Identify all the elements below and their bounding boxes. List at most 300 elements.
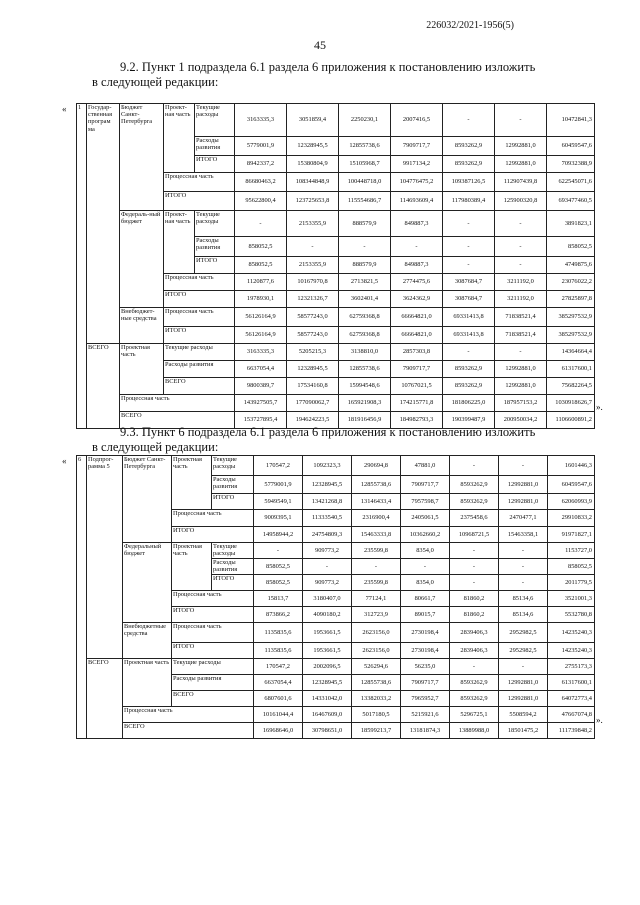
value-cell: 385297532,9 — [547, 308, 595, 327]
value-cell: 888579,9 — [339, 257, 391, 274]
value-cell: 693477460,5 — [547, 192, 595, 211]
value-cell: 85134,6 — [499, 591, 548, 607]
label-cell: ВСЕГО — [87, 344, 120, 429]
value-cell: 184982793,3 — [391, 412, 443, 429]
value-cell: 14331042,0 — [303, 691, 352, 707]
value-cell: - — [499, 559, 548, 575]
value-cell: 71838521,4 — [495, 327, 547, 344]
value-cell: 3211192,0 — [495, 274, 547, 291]
label-cell: Расходы развития — [172, 675, 254, 691]
label-cell: Процессная часть — [123, 707, 254, 723]
value-cell: 62759368,8 — [339, 327, 391, 344]
value-cell: 17534160,8 — [287, 378, 339, 395]
value-cell: 165921908,3 — [339, 395, 391, 412]
value-cell: - — [401, 559, 450, 575]
label-cell: Проектная часть — [172, 456, 212, 510]
value-cell: 8593262,9 — [450, 494, 499, 510]
value-cell: 8593262,9 — [450, 476, 499, 494]
label-cell: ИТОГО — [164, 192, 235, 211]
value-cell: - — [450, 543, 499, 559]
label-cell: Бюджет Санкт-Петербурга — [123, 456, 172, 543]
value-cell: 2623156,0 — [352, 623, 401, 643]
value-cell: 58577243,0 — [287, 327, 339, 344]
value-cell: 170547,2 — [254, 659, 303, 675]
value-cell: - — [352, 559, 401, 575]
label-cell: ИТОГО — [195, 257, 235, 274]
value-cell: 12321326,7 — [287, 291, 339, 308]
value-cell: 7909717,7 — [391, 137, 443, 156]
value-cell: - — [235, 211, 287, 237]
budget-table-9-3 — [76, 455, 595, 739]
value-cell: 8593262,9 — [443, 156, 495, 173]
label-cell: Расходы развития — [195, 237, 235, 257]
value-cell: 15380804,9 — [287, 156, 339, 173]
label-cell: Процессная часть — [172, 623, 254, 643]
table-row — [77, 456, 595, 476]
value-cell: 12992881,0 — [495, 156, 547, 173]
value-cell: - — [450, 575, 499, 591]
value-cell: 1135835,6 — [254, 623, 303, 643]
value-cell: 70932388,9 — [547, 156, 595, 173]
value-cell: 7909717,7 — [401, 476, 450, 494]
section-9-3-heading — [92, 425, 544, 455]
value-cell: 123725653,8 — [287, 192, 339, 211]
table-row — [77, 543, 595, 559]
value-cell: 12992881,0 — [495, 378, 547, 395]
value-cell: 9800389,7 — [235, 378, 287, 395]
value-cell: 858052,5 — [254, 575, 303, 591]
value-cell: 1953661,5 — [303, 623, 352, 643]
value-cell: 1601446,3 — [548, 456, 595, 476]
value-cell: 849887,3 — [391, 257, 443, 274]
budget-table-9-2 — [76, 103, 595, 429]
value-cell: 174215771,8 — [391, 395, 443, 412]
value-cell: 2755173,3 — [548, 659, 595, 675]
value-cell: - — [450, 659, 499, 675]
value-cell: 12328945,5 — [287, 137, 339, 156]
value-cell: 61317600,1 — [547, 361, 595, 378]
value-cell: 104776475,2 — [391, 173, 443, 192]
value-cell: - — [495, 104, 547, 137]
value-cell: 3211192,0 — [495, 291, 547, 308]
value-cell: 5215921,6 — [401, 707, 450, 723]
value-cell: 12992881,0 — [499, 476, 548, 494]
label-cell: ВСЕГО — [87, 659, 123, 739]
value-cell: 2405061,5 — [401, 510, 450, 527]
value-cell: 12855738,6 — [339, 137, 391, 156]
value-cell: 312723,9 — [352, 607, 401, 623]
value-cell: 5296725,1 — [450, 707, 499, 723]
value-cell: 23076022,2 — [547, 274, 595, 291]
value-cell: 170547,2 — [254, 456, 303, 476]
label-cell: Расходы развития — [195, 137, 235, 156]
value-cell: 13382033,2 — [352, 691, 401, 707]
value-cell: 2730198,4 — [401, 623, 450, 643]
label-cell: ИТОГО — [172, 643, 254, 659]
value-cell: - — [450, 559, 499, 575]
value-cell: 1978930,1 — [235, 291, 287, 308]
value-cell: 2952982,5 — [499, 623, 548, 643]
value-cell: 125900320,8 — [495, 192, 547, 211]
value-cell: 111739848,2 — [548, 723, 595, 739]
value-cell: 18501475,2 — [499, 723, 548, 739]
value-cell: - — [254, 543, 303, 559]
label-cell: Текущие расходы — [195, 104, 235, 137]
table-row — [77, 395, 595, 412]
section-9-2-heading — [92, 60, 544, 90]
value-cell: 7965952,7 — [401, 691, 450, 707]
label-cell: Бюджет Санкт-Петербурга — [120, 104, 164, 211]
value-cell: 3087684,7 — [443, 291, 495, 308]
value-cell: 47881,0 — [401, 456, 450, 476]
value-cell: - — [495, 344, 547, 361]
table-row — [77, 659, 595, 675]
value-cell: - — [443, 104, 495, 137]
value-cell: 849887,3 — [391, 211, 443, 237]
value-cell: 2839406,3 — [450, 623, 499, 643]
value-cell: - — [443, 344, 495, 361]
value-cell: 3051859,4 — [287, 104, 339, 137]
value-cell: 15463358,1 — [499, 527, 548, 543]
label-cell: ВСЕГО — [123, 723, 254, 739]
label-cell: Процессная часть — [172, 591, 254, 607]
label-cell: 1 — [77, 104, 87, 429]
label-cell: 6 — [77, 456, 87, 739]
value-cell: 89015,7 — [401, 607, 450, 623]
value-cell: 14235240,3 — [548, 623, 595, 643]
value-cell: 2153355,9 — [287, 211, 339, 237]
label-cell: ИТОГО — [212, 575, 254, 591]
value-cell: - — [303, 559, 352, 575]
label-cell: Проектная часть — [172, 543, 212, 591]
value-cell: 58577243,0 — [287, 308, 339, 327]
value-cell: 77124,1 — [352, 591, 401, 607]
value-cell: 91971827,1 — [548, 527, 595, 543]
value-cell: 2730198,4 — [401, 643, 450, 659]
value-cell: 5205215,3 — [287, 344, 339, 361]
value-cell: - — [443, 211, 495, 237]
label-cell: Проект-ная часть — [164, 211, 195, 274]
value-cell: 888579,9 — [339, 211, 391, 237]
table-row — [77, 723, 595, 739]
label-cell: Процессная часть — [164, 308, 235, 327]
label-cell: Проектная часть — [120, 344, 164, 395]
value-cell: 858052,5 — [547, 237, 595, 257]
value-cell: 290694,8 — [352, 456, 401, 476]
value-cell: 14364664,4 — [547, 344, 595, 361]
value-cell: 2952982,5 — [499, 643, 548, 659]
document-number: 226032/2021-1956(5) — [426, 20, 514, 31]
value-cell: 1953661,5 — [303, 643, 352, 659]
value-cell: 10362660,2 — [401, 527, 450, 543]
value-cell: 95622800,4 — [235, 192, 287, 211]
value-cell: 2316900,4 — [352, 510, 401, 527]
value-cell: 12992881,0 — [495, 361, 547, 378]
value-cell: 3624362,9 — [391, 291, 443, 308]
value-cell: 29910833,2 — [548, 510, 595, 527]
value-cell: 61317600,1 — [548, 675, 595, 691]
value-cell: 194624223,5 — [287, 412, 339, 429]
value-cell: 13181874,3 — [401, 723, 450, 739]
value-cell: 2857303,8 — [391, 344, 443, 361]
value-cell: 114693609,4 — [391, 192, 443, 211]
value-cell: - — [495, 237, 547, 257]
value-cell: 81860,2 — [450, 591, 499, 607]
value-cell: 5949549,1 — [254, 494, 303, 510]
value-cell: 2623156,0 — [352, 643, 401, 659]
value-cell: 858052,5 — [548, 559, 595, 575]
value-cell: 153727895,4 — [235, 412, 287, 429]
value-cell: 14958944,2 — [254, 527, 303, 543]
value-cell: 187957153,2 — [495, 395, 547, 412]
value-cell: 69331413,8 — [443, 327, 495, 344]
value-cell: 2774475,6 — [391, 274, 443, 291]
value-cell: 80661,7 — [401, 591, 450, 607]
value-cell: 3602401,4 — [339, 291, 391, 308]
value-cell: 385297532,9 — [547, 327, 595, 344]
value-cell: - — [391, 237, 443, 257]
label-cell: ИТОГО — [195, 156, 235, 173]
value-cell: 6637054,4 — [254, 675, 303, 691]
value-cell: 3163335,3 — [235, 104, 287, 137]
value-cell: - — [499, 543, 548, 559]
value-cell: - — [443, 257, 495, 274]
label-cell: ИТОГО — [164, 327, 235, 344]
heading-line-1: 9.3. Пункт 6 подраздела 6.1 раздела 6 приложения к постановлению изложить — [120, 425, 536, 439]
value-cell: 69331413,8 — [443, 308, 495, 327]
heading-line-2: в следующей редакции: — [92, 440, 219, 454]
value-cell: 56235,0 — [401, 659, 450, 675]
value-cell: 14235240,3 — [548, 643, 595, 659]
value-cell: 3891823,1 — [547, 211, 595, 237]
value-cell: 2153355,9 — [287, 257, 339, 274]
value-cell: 1106600891,2 — [547, 412, 595, 429]
table-row — [77, 707, 595, 723]
quote-open: « — [62, 104, 67, 114]
value-cell: 235599,8 — [352, 575, 401, 591]
value-cell: 2250230,1 — [339, 104, 391, 137]
value-cell: - — [339, 237, 391, 257]
value-cell: 858052,5 — [254, 559, 303, 575]
value-cell: 12328945,5 — [303, 675, 352, 691]
value-cell: 9917134,2 — [391, 156, 443, 173]
label-cell: ВСЕГО — [172, 691, 254, 707]
label-cell: Текущие расходы — [195, 211, 235, 237]
value-cell: 3180407,0 — [303, 591, 352, 607]
label-cell: Текущие расходы — [172, 659, 254, 675]
label-cell: Федеральный бюджет — [123, 543, 172, 623]
value-cell: 8942337,2 — [235, 156, 287, 173]
value-cell: 62759368,8 — [339, 308, 391, 327]
label-cell: Расходы развития — [212, 476, 254, 494]
value-cell: 1120877,6 — [235, 274, 287, 291]
value-cell: 12855738,6 — [339, 361, 391, 378]
value-cell: 6807601,6 — [254, 691, 303, 707]
value-cell: 13146433,4 — [352, 494, 401, 510]
value-cell: 13889988,0 — [450, 723, 499, 739]
value-cell: 8593262,9 — [450, 675, 499, 691]
value-cell: 60459547,6 — [547, 137, 595, 156]
value-cell: 10161044,4 — [254, 707, 303, 723]
value-cell: 5532780,8 — [548, 607, 595, 623]
value-cell: 1030918626,7 — [547, 395, 595, 412]
heading-line-1: 9.2. Пункт 1 подраздела 6.1 раздела 6 приложения к постановлению изложить — [120, 60, 536, 74]
label-cell: Проектная часть — [123, 659, 172, 707]
value-cell: 1092323,3 — [303, 456, 352, 476]
value-cell: 109387126,5 — [443, 173, 495, 192]
value-cell: 75682264,5 — [547, 378, 595, 395]
value-cell: 858052,5 — [235, 237, 287, 257]
heading-line-2: в следующей редакции: — [92, 75, 219, 89]
value-cell: 3087684,7 — [443, 274, 495, 291]
value-cell: 2839406,3 — [450, 643, 499, 659]
value-cell: 15813,7 — [254, 591, 303, 607]
value-cell: 27825897,8 — [547, 291, 595, 308]
value-cell: 15463333,8 — [352, 527, 401, 543]
value-cell: 5017180,5 — [352, 707, 401, 723]
value-cell: 2713821,5 — [339, 274, 391, 291]
value-cell: 66664821,0 — [391, 308, 443, 327]
value-cell: 2002096,5 — [303, 659, 352, 675]
value-cell: 177090062,7 — [287, 395, 339, 412]
value-cell: 10472841,3 — [547, 104, 595, 137]
value-cell: 47667074,8 — [548, 707, 595, 723]
value-cell: 30798651,0 — [303, 723, 352, 739]
value-cell: 909773,2 — [303, 575, 352, 591]
value-cell: 12328945,5 — [287, 361, 339, 378]
label-cell: Текущие расходы — [164, 344, 235, 361]
value-cell: 81860,2 — [450, 607, 499, 623]
value-cell: 12855738,6 — [352, 476, 401, 494]
value-cell: 15105968,7 — [339, 156, 391, 173]
value-cell: 5779001,9 — [254, 476, 303, 494]
label-cell: Процессная часть — [172, 510, 254, 527]
label-cell: ИТОГО — [164, 291, 235, 308]
value-cell: 8593262,9 — [450, 691, 499, 707]
value-cell: 2375458,6 — [450, 510, 499, 527]
value-cell: 190399487,9 — [443, 412, 495, 429]
label-cell: Государ-ственная програм ма — [87, 104, 120, 344]
value-cell: 112907439,8 — [495, 173, 547, 192]
value-cell: 12992881,0 — [499, 691, 548, 707]
value-cell: 8593262,9 — [443, 361, 495, 378]
value-cell: 235599,8 — [352, 543, 401, 559]
table-row — [77, 344, 595, 361]
value-cell: - — [499, 456, 548, 476]
value-cell: 11333540,5 — [303, 510, 352, 527]
label-cell: Внебюджетные средства — [123, 623, 172, 659]
value-cell: 60459547,6 — [548, 476, 595, 494]
quote-close: ». — [596, 715, 603, 725]
label-cell: Текущие расходы — [212, 543, 254, 559]
value-cell: 3521001,3 — [548, 591, 595, 607]
value-cell: 12855738,6 — [352, 675, 401, 691]
value-cell: 8593262,9 — [443, 137, 495, 156]
value-cell: 85134,6 — [499, 607, 548, 623]
table-row — [77, 104, 595, 137]
value-cell: 6637054,4 — [235, 361, 287, 378]
label-cell: ВСЕГО — [164, 378, 235, 395]
label-cell: Текущие расходы — [212, 456, 254, 476]
value-cell: 143927505,7 — [235, 395, 287, 412]
value-cell: 7909717,7 — [391, 361, 443, 378]
value-cell: 526294,6 — [352, 659, 401, 675]
value-cell: 12992881,0 — [499, 494, 548, 510]
value-cell: 12992881,0 — [495, 137, 547, 156]
value-cell: 2011779,5 — [548, 575, 595, 591]
value-cell: 16467609,0 — [303, 707, 352, 723]
value-cell: - — [495, 211, 547, 237]
label-cell: ВСЕГО — [120, 412, 235, 429]
value-cell: 64072773,4 — [548, 691, 595, 707]
value-cell: 10167970,8 — [287, 274, 339, 291]
value-cell: 3138810,0 — [339, 344, 391, 361]
value-cell: 8354,0 — [401, 543, 450, 559]
value-cell: - — [287, 237, 339, 257]
value-cell: 56126164,9 — [235, 308, 287, 327]
value-cell: 873866,2 — [254, 607, 303, 623]
value-cell: 9009395,1 — [254, 510, 303, 527]
value-cell: 115554686,7 — [339, 192, 391, 211]
table-row — [77, 211, 595, 237]
value-cell: 4749875,6 — [547, 257, 595, 274]
value-cell: 909773,2 — [303, 543, 352, 559]
value-cell: 10968721,5 — [450, 527, 499, 543]
value-cell: - — [499, 575, 548, 591]
value-cell: 5779001,9 — [235, 137, 287, 156]
value-cell: 71838521,4 — [495, 308, 547, 327]
value-cell: 56126164,9 — [235, 327, 287, 344]
value-cell: 8593262,9 — [443, 378, 495, 395]
value-cell: 16968646,0 — [254, 723, 303, 739]
label-cell: ИТОГО — [172, 527, 254, 543]
value-cell: 3163335,3 — [235, 344, 287, 361]
value-cell: - — [443, 237, 495, 257]
value-cell: 86680463,2 — [235, 173, 287, 192]
value-cell: 5508594,2 — [499, 707, 548, 723]
value-cell: 181806225,0 — [443, 395, 495, 412]
value-cell: 4090180,2 — [303, 607, 352, 623]
value-cell: 8354,0 — [401, 575, 450, 591]
label-cell: Проект-ная часть — [164, 104, 195, 173]
value-cell: 13421268,8 — [303, 494, 352, 510]
table-row — [77, 308, 595, 327]
label-cell: Подпрог-рамма 5 — [87, 456, 123, 659]
value-cell: 622545071,6 — [547, 173, 595, 192]
value-cell: 24754809,3 — [303, 527, 352, 543]
label-cell: Процессная часть — [164, 274, 235, 291]
value-cell: 181916456,9 — [339, 412, 391, 429]
value-cell: 12328945,5 — [303, 476, 352, 494]
value-cell: 1153727,0 — [548, 543, 595, 559]
label-cell: Процессная часть — [120, 395, 235, 412]
quote-open: « — [62, 456, 67, 466]
label-cell: Расходы развития — [164, 361, 235, 378]
label-cell: Федераль-ный бюджет — [120, 211, 164, 308]
label-cell: ИТОГО — [212, 494, 254, 510]
label-cell: Расходы развития — [212, 559, 254, 575]
value-cell: 15994548,6 — [339, 378, 391, 395]
quote-close: ». — [596, 402, 603, 412]
value-cell: 10767021,5 — [391, 378, 443, 395]
label-cell: ИТОГО — [172, 607, 254, 623]
value-cell: 66664821,0 — [391, 327, 443, 344]
value-cell: 12992881,0 — [499, 675, 548, 691]
value-cell: 62060993,9 — [548, 494, 595, 510]
value-cell: 7957598,7 — [401, 494, 450, 510]
value-cell: 117980389,4 — [443, 192, 495, 211]
value-cell: 1135835,6 — [254, 643, 303, 659]
